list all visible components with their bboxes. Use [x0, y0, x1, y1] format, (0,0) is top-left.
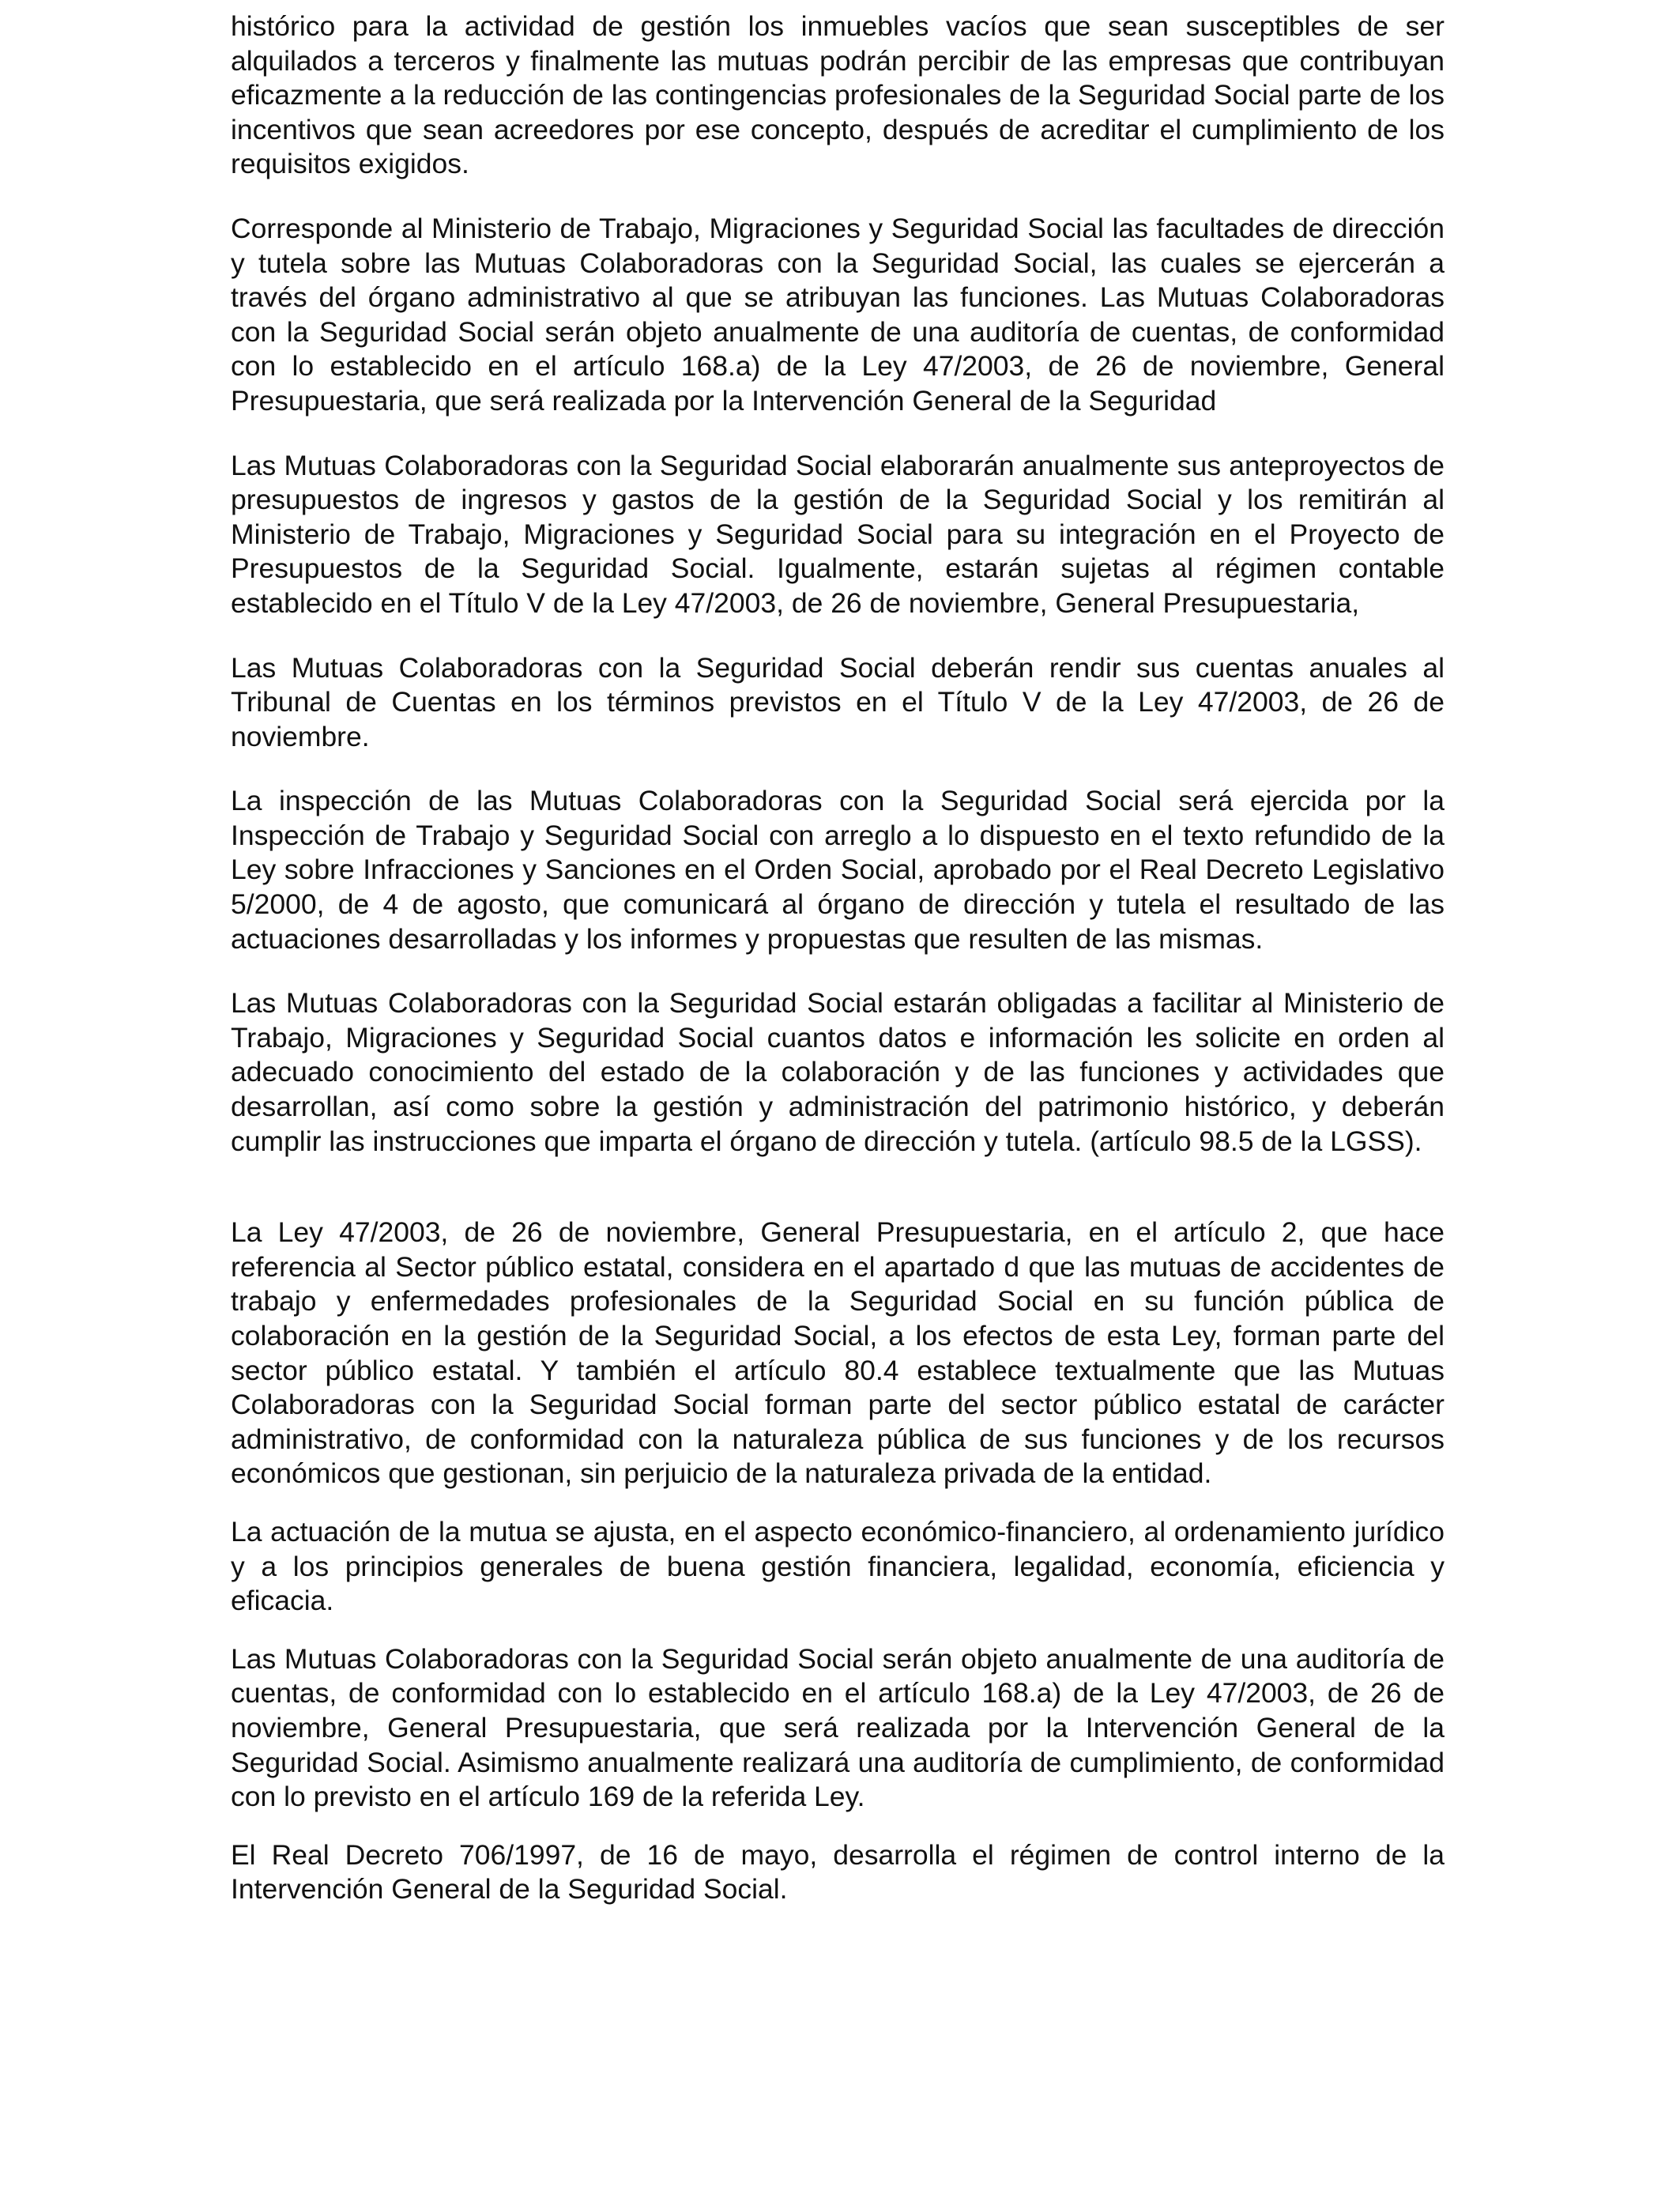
paragraph-6: Las Mutuas Colaboradoras con la Seguridad Social estarán obligadas a facilitar al Ministerio de Trabajo, Migraciones y Seguridad Social cuantos datos e información les solicite en orden al adecuado conocimiento del estado de la colaboración y de las funciones y actividades que desarrollan, así como sobre la gestión y administración del patrimonio histórico, y deberán cumplir las instrucciones que imparta el órgano de dirección y tutela. (artículo 98.5 de la LGSS). — [231, 987, 1445, 1157]
paragraph-7: La Ley 47/2003, de 26 de noviembre, General Presupuestaria, en el artículo 2, que hace referencia al Sector público estatal, considera en el apartado d que las mutuas de accidentes de trabajo y enfermedades profesionales de la Seguridad Social en su función pública de colaboración en la gestión de la Seguridad Social, a los efectos de esta Ley, forman parte del sector público estatal. Y también el artículo 80.4 establece textualmente que las Mutuas Colaboradoras con la Seguridad Social forman parte del sector público estatal de carácter administrativo, de conformidad con la naturaleza pública de sus funciones y de los recursos económicos que gestionan, sin perjuicio de la naturaleza privada de la entidad. — [231, 1216, 1445, 1490]
paragraph-3: Las Mutuas Colaboradoras con la Seguridad Social elaborarán anualmente sus anteproyectos de presupuestos de ingresos y gastos de la gestión de la Seguridad Social y los remitirán al Ministerio de Trabajo, Migraciones y Seguridad Social para su integración en el Proyecto de Presupuestos de la Seguridad Social. Igualmente, estarán sujetas al régimen contable establecido en el Título V de la Ley 47/2003, de 26 de noviembre, General Presupuestaria, — [231, 449, 1445, 619]
paragraph-5: La inspección de las Mutuas Colaboradoras con la Seguridad Social será ejercida por la Inspección de Trabajo y Seguridad Social con arreglo a lo dispuesto en el texto refundido de la Ley sobre Infracciones y Sanciones en el Orden Social, aprobado por el Real Decreto Legislativo 5/2000, de 4 de agosto, que comunicará al órgano de dirección y tutela el resultado de las actuaciones desarrolladas y los informes y propuestas que resulten de las mismas. — [231, 785, 1445, 955]
document-body — [231, 9, 1445, 1931]
paragraph-8: La actuación de la mutua se ajusta, en el aspecto económico-financiero, al ordenamiento jurídico y a los principios generales de buena gestión financiera, legalidad, economía, eficiencia y eficacia. — [231, 1515, 1445, 1617]
paragraph-10: El Real Decreto 706/1997, de 16 de mayo, desarrolla el régimen de control interno de la Intervención General de la Seguridad Social. — [231, 1838, 1445, 1906]
paragraph-1: histórico para la actividad de gestión los inmuebles vacíos que sean susceptibles de ser alquilados a terceros y finalmente las mutuas podrán percibir de las empresas que contribuyan eficazmente a la reducción de las contingencias profesionales de la Seguridad Social parte de los incentivos que sean acreedores por ese concepto, después de acreditar el cumplimiento de los requisitos exigidos. — [231, 10, 1445, 180]
paragraph-2: Corresponde al Ministerio de Trabajo, Migraciones y Seguridad Social las facultades de dirección y tutela sobre las Mutuas Colaboradoras con la Seguridad Social, las cuales se ejercerán a través del órgano administrativo al que se atribuyan las funciones. Las Mutuas Colaboradoras con la Seguridad Social serán objeto anualmente de una auditoría de cuentas, de conformidad con lo establecido en el artículo 168.a) de la Ley 47/2003, de 26 de noviembre, General Presupuestaria, que será realizada por la Intervención General de la Seguridad — [231, 212, 1445, 417]
paragraph-9: Las Mutuas Colaboradoras con la Seguridad Social serán objeto anualmente de una auditoría de cuentas, de conformidad con lo establecido en el artículo 168.a) de la Ley 47/2003, de 26 de noviembre, General Presupuestaria, que será realizada por la Intervención General de la Seguridad Social. Asimismo anualmente realizará una auditoría de cumplimiento, de conformidad con lo previsto en el artículo 169 de la referida Ley. — [231, 1642, 1445, 1813]
paragraph-4: Las Mutuas Colaboradoras con la Seguridad Social deberán rendir sus cuentas anuales al Tribunal de Cuentas en los términos previstos en el Título V de la Ley 47/2003, de 26 de noviembre. — [231, 651, 1445, 752]
